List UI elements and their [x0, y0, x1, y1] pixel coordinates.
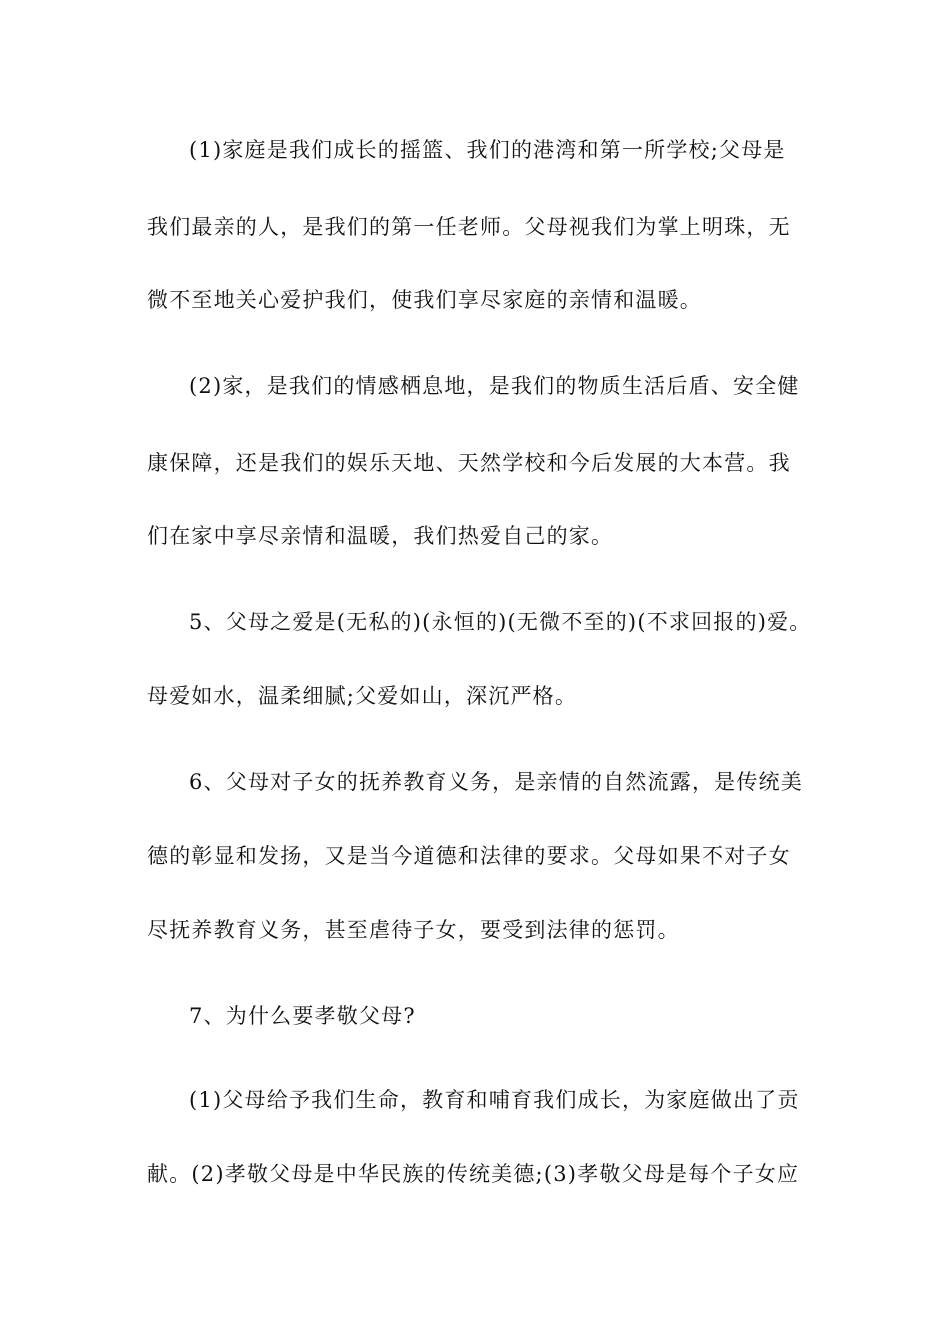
- paragraph-3-line-1: 5、父母之爱是(无私的)(永恒的)(无微不至的)(不求回报的)爱。: [189, 610, 812, 634]
- paragraph-6-line-2: 献。(2)孝敬父母是中华民族的传统美德;(3)孝敬父母是每个子女应: [147, 1162, 800, 1186]
- paragraph-2-line-3: 们在家中享尽亲情和温暖，我们热爱自己的家。: [147, 524, 614, 548]
- paragraph-1-line-1: (1)家庭是我们成长的摇篮、我们的港湾和第一所学校;父母是: [189, 138, 786, 162]
- paragraph-6-line-1: (1)父母给予我们生命，教育和哺育我们成长，为家庭做出了贡: [189, 1088, 800, 1112]
- paragraph-4-line-2: 德的彰显和发扬，又是当今道德和法律的要求。父母如果不对子女: [147, 844, 791, 868]
- paragraph-1-line-3: 微不至地关心爱护我们，使我们享尽家庭的亲情和温暖。: [147, 288, 702, 312]
- paragraph-5-heading: 7、为什么要孝敬父母?: [189, 1004, 416, 1028]
- paragraph-4-line-1: 6、父母对子女的抚养教育义务，是亲情的自然流露，是传统美: [189, 770, 803, 794]
- paragraph-1-line-2: 我们最亲的人，是我们的第一任老师。父母视我们为掌上明珠，无: [147, 215, 791, 239]
- paragraph-2-line-1: (2)家，是我们的情感栖息地，是我们的物质生活后盾、安全健: [189, 374, 800, 398]
- paragraph-3-line-2: 母爱如水，温柔细腻;父爱如山，深沉严格。: [147, 684, 578, 708]
- paragraph-4-line-3: 尽抚养教育义务，甚至虐待子女，要受到法律的惩罚。: [147, 918, 680, 942]
- paragraph-2-line-2: 康保障，还是我们的娱乐天地、天然学校和今后发展的大本营。我: [147, 451, 791, 475]
